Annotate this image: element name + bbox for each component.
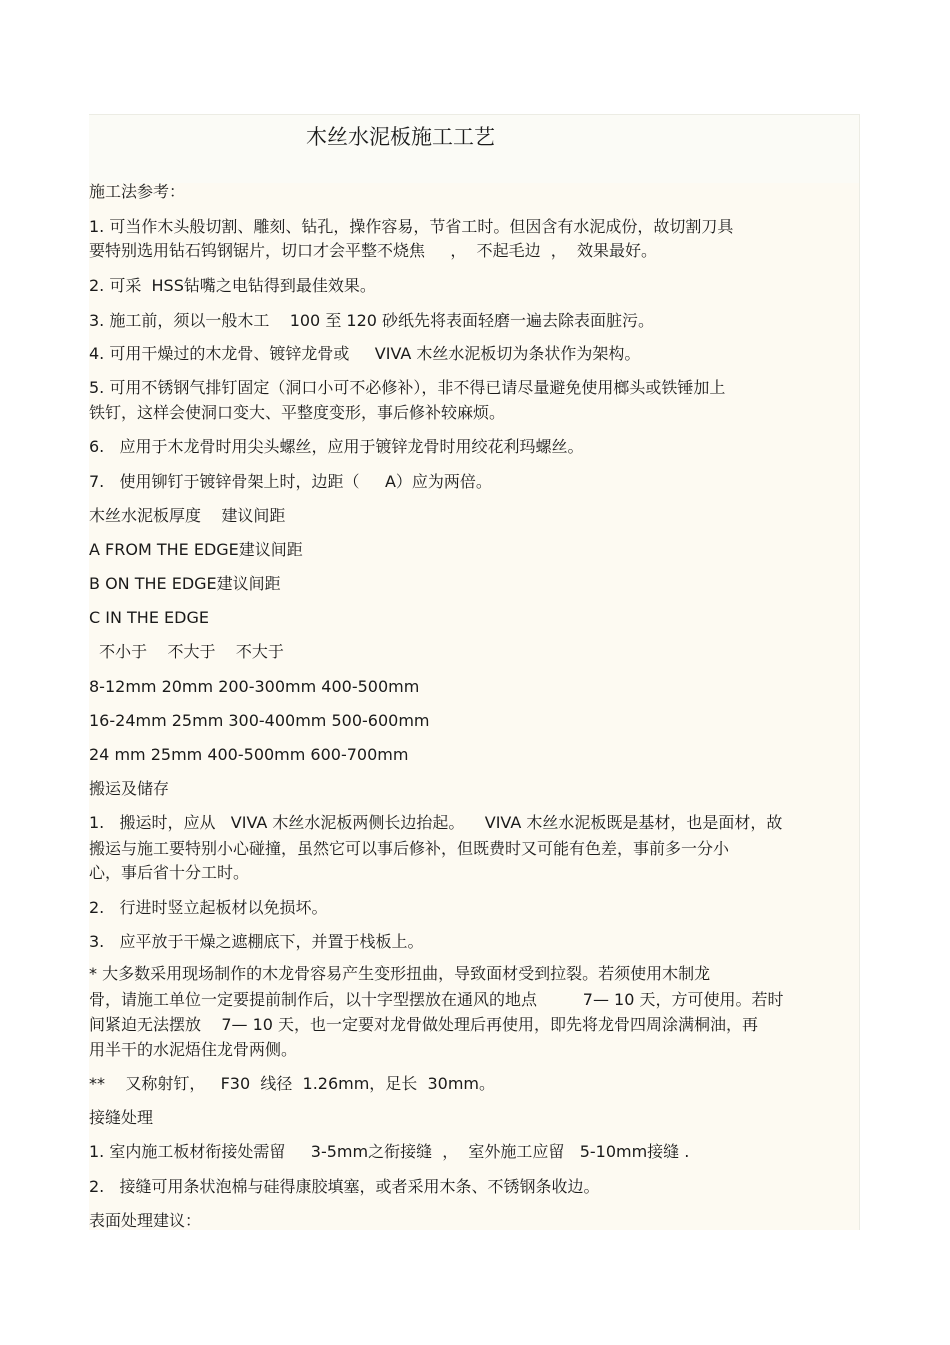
content-band	[89, 183, 859, 1230]
note-line: ** 又称射钉， F30 线径 1.26mm，足长 30mm。	[89, 1074, 496, 1093]
paragraph-line: 4. 可用干燥过的木龙骨、镀锌龙骨或 VIVA 木丝水泥板切为条状作为架构。	[89, 344, 641, 363]
paragraph-line: 心，事后省十分工时。	[89, 863, 250, 882]
note-line: 间紧迫无法摆放 7— 10 天，也一定要对龙骨做处理后再使用，即先将龙骨四周涂满桐油，再	[89, 1015, 759, 1034]
paragraph-line: 1. 搬运时，应从 VIVA 木丝水泥板两侧长边抬起。 VIVA 木丝水泥板既是基材，也是面材，故	[89, 813, 783, 832]
paragraph-line: 搬运与施工要特别小心碰撞，虽然它可以事后修补，但既费时又可能有色差，事前多一分小	[89, 839, 730, 858]
paragraph-line: 6. 应用于木龙骨时用尖头螺丝，应用于镀锌龙骨时用绞花利玛螺丝。	[89, 437, 584, 456]
paragraph-line: 2. 可采 HSS钻嘴之电钻得到最佳效果。	[89, 276, 376, 295]
paragraph-line: 7. 使用铆钉于镀锌骨架上时，边距（ A）应为两倍。	[89, 472, 492, 491]
spacing-table-header: 木丝水泥板厚度 建议间距	[89, 506, 286, 525]
note-line: 用半干的水泥焐住龙骨两侧。	[89, 1040, 298, 1059]
section-heading-surface: 表面处理建议：	[89, 1211, 202, 1230]
spacing-table-row: 24 mm 25mm 400-500mm 600-700mm	[89, 745, 409, 764]
section-heading-joints: 接缝处理	[89, 1108, 154, 1127]
note-line: * 大多数采用现场制作的木龙骨容易产生变形扭曲，导致面材受到拉裂。若须使用木制龙	[89, 964, 711, 983]
paragraph-line: 3. 施工前，须以一般木工 100 至 120 砂纸先将表面轻磨一遍去除表面脏污。	[89, 311, 655, 330]
paragraph-line: 1. 室内施工板材衔接处需留 3-5mm之衔接缝 ， 室外施工应留 5-10mm接缝 .	[89, 1142, 690, 1161]
spacing-table-header: B ON THE EDGE建议间距	[89, 574, 281, 593]
spacing-table-header: C IN THE EDGE	[89, 608, 209, 627]
paragraph-line: 2. 接缝可用条状泡棉与硅得康胶填塞，或者采用木条、不锈钢条收边。	[89, 1177, 600, 1196]
document-title: 木丝水泥板施工工艺	[306, 125, 495, 149]
spacing-table-row: 8-12mm 20mm 200-300mm 400-500mm	[89, 677, 420, 696]
paragraph-line: 1. 可当作木头般切割、雕刻、钻孔，操作容易，节省工时。但因含有水泥成份，故切割刀具	[89, 217, 734, 236]
spacing-table-header: A FROM THE EDGE建议间距	[89, 540, 303, 559]
section-heading-transport: 搬运及储存	[89, 779, 170, 798]
note-line: 骨，请施工单位一定要提前制作后，以十字型摆放在通风的地点 7— 10 天，方可使用。若时	[89, 990, 784, 1009]
spacing-table-header: 不小于 不大于 不大于	[89, 642, 284, 661]
section-heading-construction: 施工法参考：	[89, 182, 186, 201]
spacing-table-row: 16-24mm 25mm 300-400mm 500-600mm	[89, 711, 430, 730]
paragraph-line: 5. 可用不锈钢气排钉固定（洞口小可不必修补），非不得已请尽量避免使用榔头或铁锤加上	[89, 378, 726, 397]
paragraph-line: 3. 应平放于干燥之遮棚底下，并置于栈板上。	[89, 932, 424, 951]
paragraph-line: 铁钉，这样会使洞口变大、平整度变形，事后修补较麻烦。	[89, 403, 506, 422]
paragraph-line: 2. 行进时竖立起板材以免损坏。	[89, 898, 328, 917]
paragraph-line: 要特别选用钻石钨钢锯片，切口才会平整不烧焦 ， 不起毛边 ， 效果最好。	[89, 241, 657, 260]
